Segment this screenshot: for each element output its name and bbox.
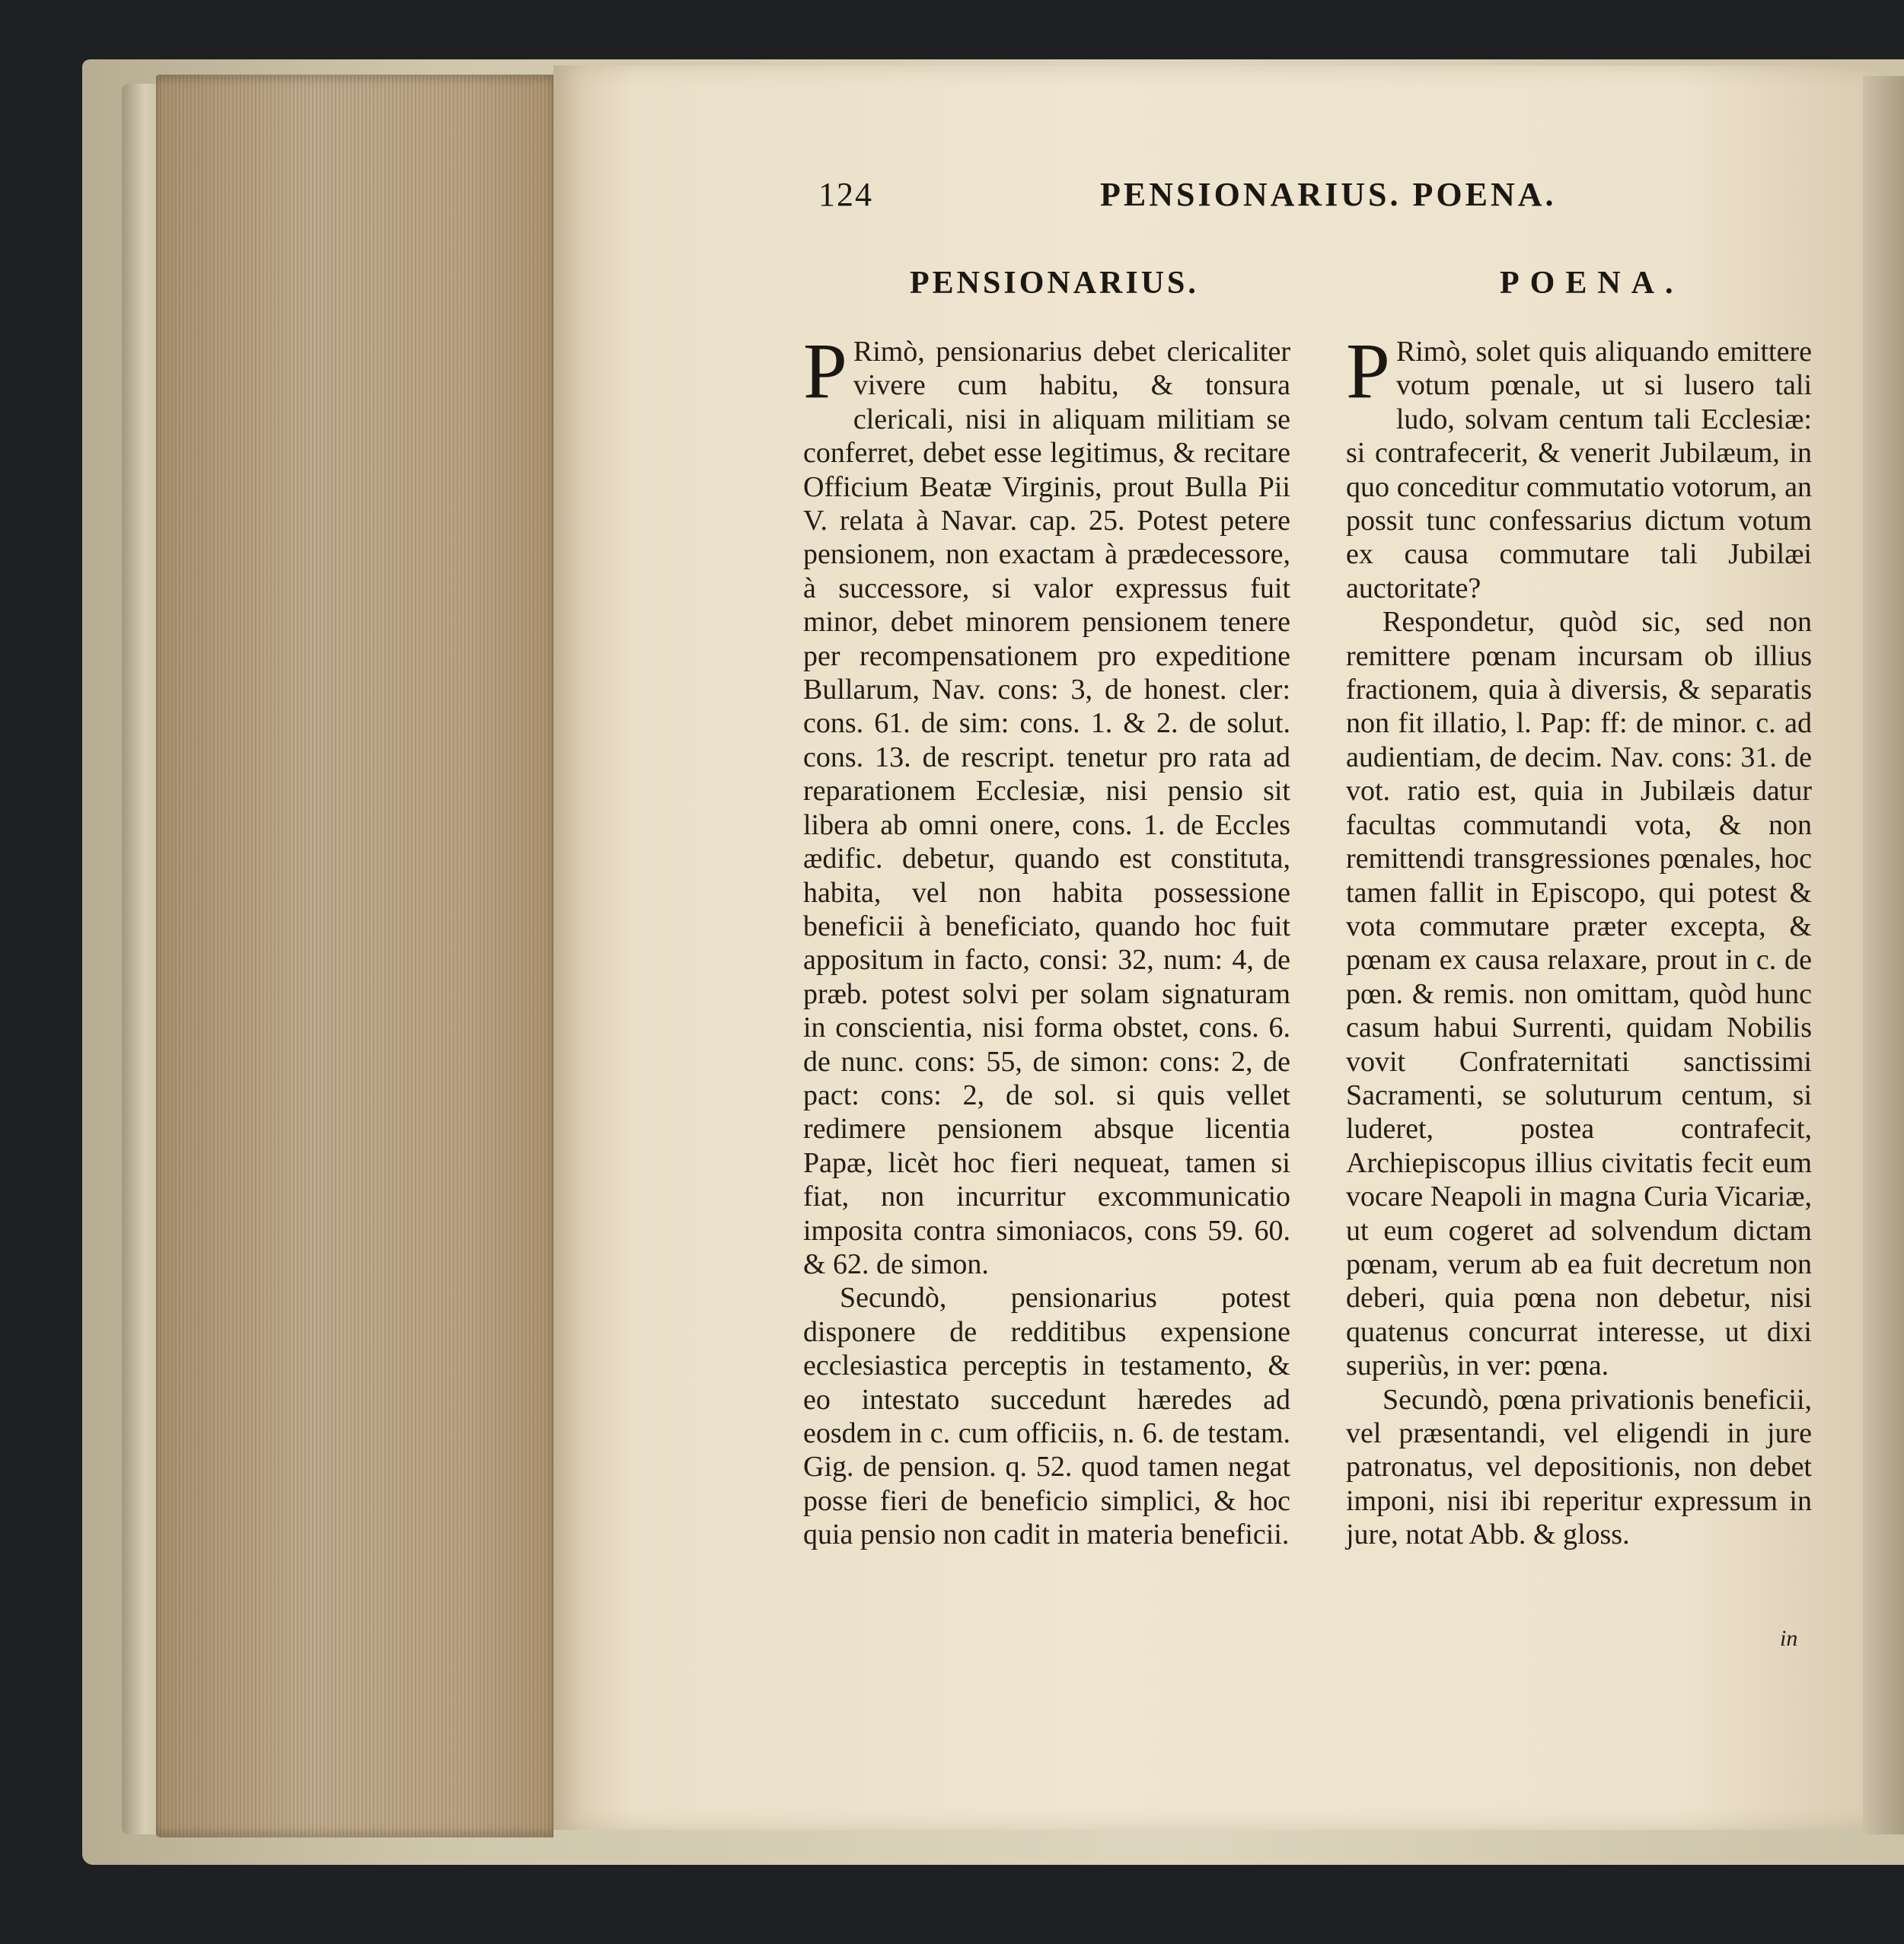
paragraph: Secundò, pensionarius potest disponere de redditibus expensione ecclesiastica perceptis in testamento, & eo intestato succedunt hæredes ad eosdem in c. cum officiis, n. 6. de testam. Gig. de pension. q. 52. quod tamen negat posse fieri de beneficio simplici, & hoc quia pensio non cadit in materia beneficii.	[803, 1282, 1290, 1551]
paragraph-text: Rimò, solet quis aliquando emittere votum pœnale, ut si lusero tali ludo, solvam centum tali Ecclesiæ: si contrafecerit, & venerit Jubilæum, in quo conceditur commutatio votorum, an possit tunc confessarius dictum votum ex causa commutare tali Jubilæi auctoritate?	[1346, 336, 1812, 604]
left-column	[803, 327, 1290, 1552]
page-number: 124	[818, 176, 873, 213]
gutter-edge	[1863, 76, 1904, 1834]
drop-cap: P	[1346, 327, 1390, 415]
drop-cap: P	[803, 327, 847, 415]
paragraph: Secundò, pœna privationis beneficii, vel præsentandi, vel eligendi in jure patronatus, vel depositionis, non debet imponi, nisi ibi reperitur expressum in jure, notat Abb. & gloss.	[1346, 1383, 1812, 1551]
catchword: in	[1780, 1626, 1798, 1651]
paragraph	[1346, 327, 1812, 605]
page-edges	[156, 75, 553, 1837]
right-column	[1346, 327, 1812, 1552]
left-column-heading: PENSIONARIUS.	[910, 266, 1199, 301]
paragraph-text: Rimò, pensionarius debet clericaliter vivere cum habitu, & tonsura clericali, nisi in aliquam militiam se conferret, debet esse legitimus, & recitare Officium Beatæ Virginis, prout Bulla Pii V. relata à Navar. cap. 25. Potest petere pensionem, non exactam à prædecessore, à successore, si valor expressus fuit minor, debet minorem pensionem tenere per recompensationem pro expeditione Bullarum, Nav. cons: 3, de honest. cler: cons. 61. de sim: cons. 1. & 2. de solut. cons. 13. de rescript. tenetur pro rata ad reparationem Ecclesiæ, nisi pensio sit libera ab omni onere, cons. 1. de Eccles ædific. debetur, quando est constituta, habita, vel non habita possessione beneficii à beneficiato, quando hoc fuit appositum in facto, consi: 32, num: 4, de præb. potest solvi per solam signaturam in conscientia, nisi forma obstet, cons. 6. de nunc. cons: 55, de simon: cons: 2, de pact: cons: 2, de sol. si quis vellet redimere pensionem absque licentia Papæ, licèt hoc fieri nequeat, tamen si fiat, non incurritur excommunicatio imposita contra simoniacos, cons 59. 60. & 62. de simon.	[803, 336, 1290, 1280]
running-head	[818, 175, 1831, 221]
right-column-heading: POENA.	[1500, 266, 1684, 301]
paragraph: Respondetur, quòd sic, sed non remittere pœnam incursam ob illius fractionem, quia à diversis, & separatis non fit illatio, l. Pap: ff: de minor. c. ad audientiam, de decim. Nav. cons: 31. de vot. ratio est, quia in Jubilæis datur facultas commutandi vota, & non remittendi transgressiones pœnales, hoc tamen fallit in Episcopo, qui potest & vota commutare præter excepta, & pœnam ex causa relaxare, prout in c. de pœn. & remis. non omittam, quòd hunc casum habui Surrenti, quidam Nobilis vovit Confraternitati sanctissimi Sacramenti, se soluturum centum, si luderet, postea contrafecit, Archiepiscopus illius civitatis fecit eum vocare Neapoli in magna Curia Vicariæ, ut eum cogeret ad solvendum dictam pœnam, verum ab ea fuit decretum non deberi, quia pœna non debetur, nisi quatenus concurrat interesse, ut dixi superiùs, in ver: pœna.	[1346, 606, 1812, 1382]
paragraph	[803, 327, 1290, 1281]
running-title: PENSIONARIUS. POENA.	[1100, 176, 1557, 213]
